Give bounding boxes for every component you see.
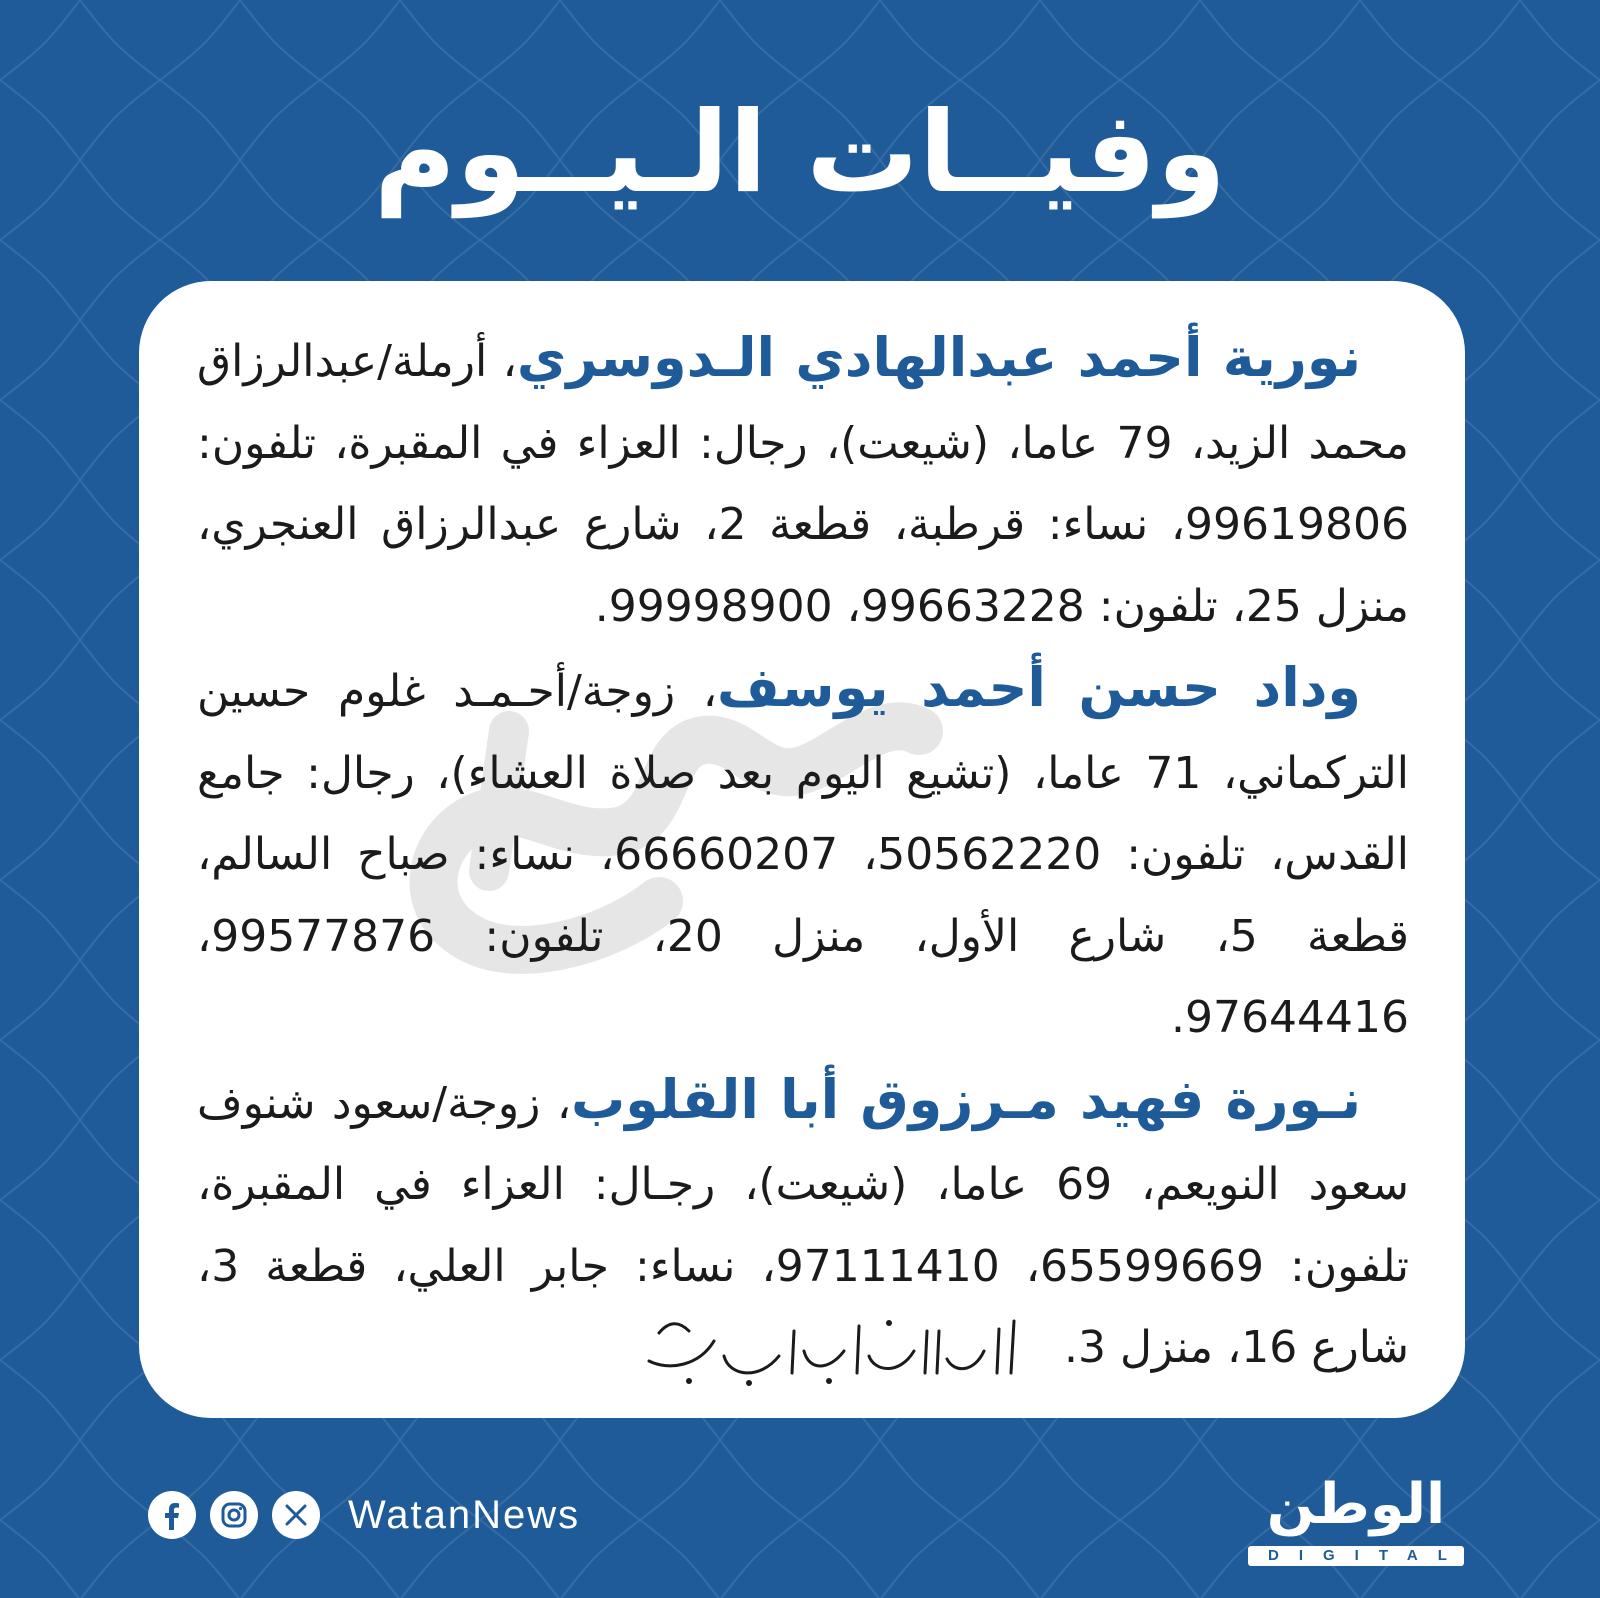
calligraphy-verse-image [629, 1311, 1029, 1391]
obituary-details: ، زوجة/أحـمـد غلوم حسين التركماني، 71 عاما، (تشيع اليوم بعد صلاة العشاء)، رجال: جامع القدس، تلفون: 50562220، 66660207، نساء: صباح السالم، قطعة 5، شارع الأول، منزل 20، تلفون: 99577876، 97644416. [197, 666, 1410, 1043]
social-links [148, 1488, 580, 1542]
social-handle[interactable]: WatanNews [348, 1492, 581, 1537]
obituary-entry [197, 647, 1409, 1059]
obituary-entry [197, 317, 1409, 647]
obituaries-list [197, 317, 1409, 1389]
obituary-details: ، أرملة/عبدالرزاق محمد الزيد، 79 عاما، (شيعت)، رجال: العزاء في المقبرة، تلفون: 99619806، نساء: قرطبة، قطعة 2، شارع عبدالرزاق العنجري، منزل 25، تلفون: 99663228، 99998900. [197, 336, 1409, 632]
deceased-name: نـورة فهيد مـرزوق أبا القلوب [571, 1067, 1361, 1131]
page-title: وفيــات الـيــوم [373, 88, 1227, 218]
deceased-name: وداد حسن أحمد يوسف [717, 656, 1362, 719]
deceased-name: نورية أحمد عبدالهادي الـدوسري [516, 326, 1361, 389]
obituary-details: ، زوجة/سعود شنوف سعود النويعم، 69 عاما، (شيعت)، رجـال: العزاء في المقبرة، تلفون: 65599669، 97111410، نساء: جابر العلي، قطعة 3، شارع 16، منزل 3. [197, 1077, 1409, 1373]
obituaries-card [139, 281, 1465, 1418]
instagram-icon[interactable] [210, 1491, 258, 1539]
logo-wordmark: الوطن [1266, 1472, 1446, 1537]
brand-logo [1248, 1470, 1467, 1566]
x-icon[interactable] [272, 1491, 320, 1539]
logo-subtitle: DIGITAL [1248, 1546, 1464, 1566]
facebook-icon[interactable] [148, 1491, 196, 1539]
